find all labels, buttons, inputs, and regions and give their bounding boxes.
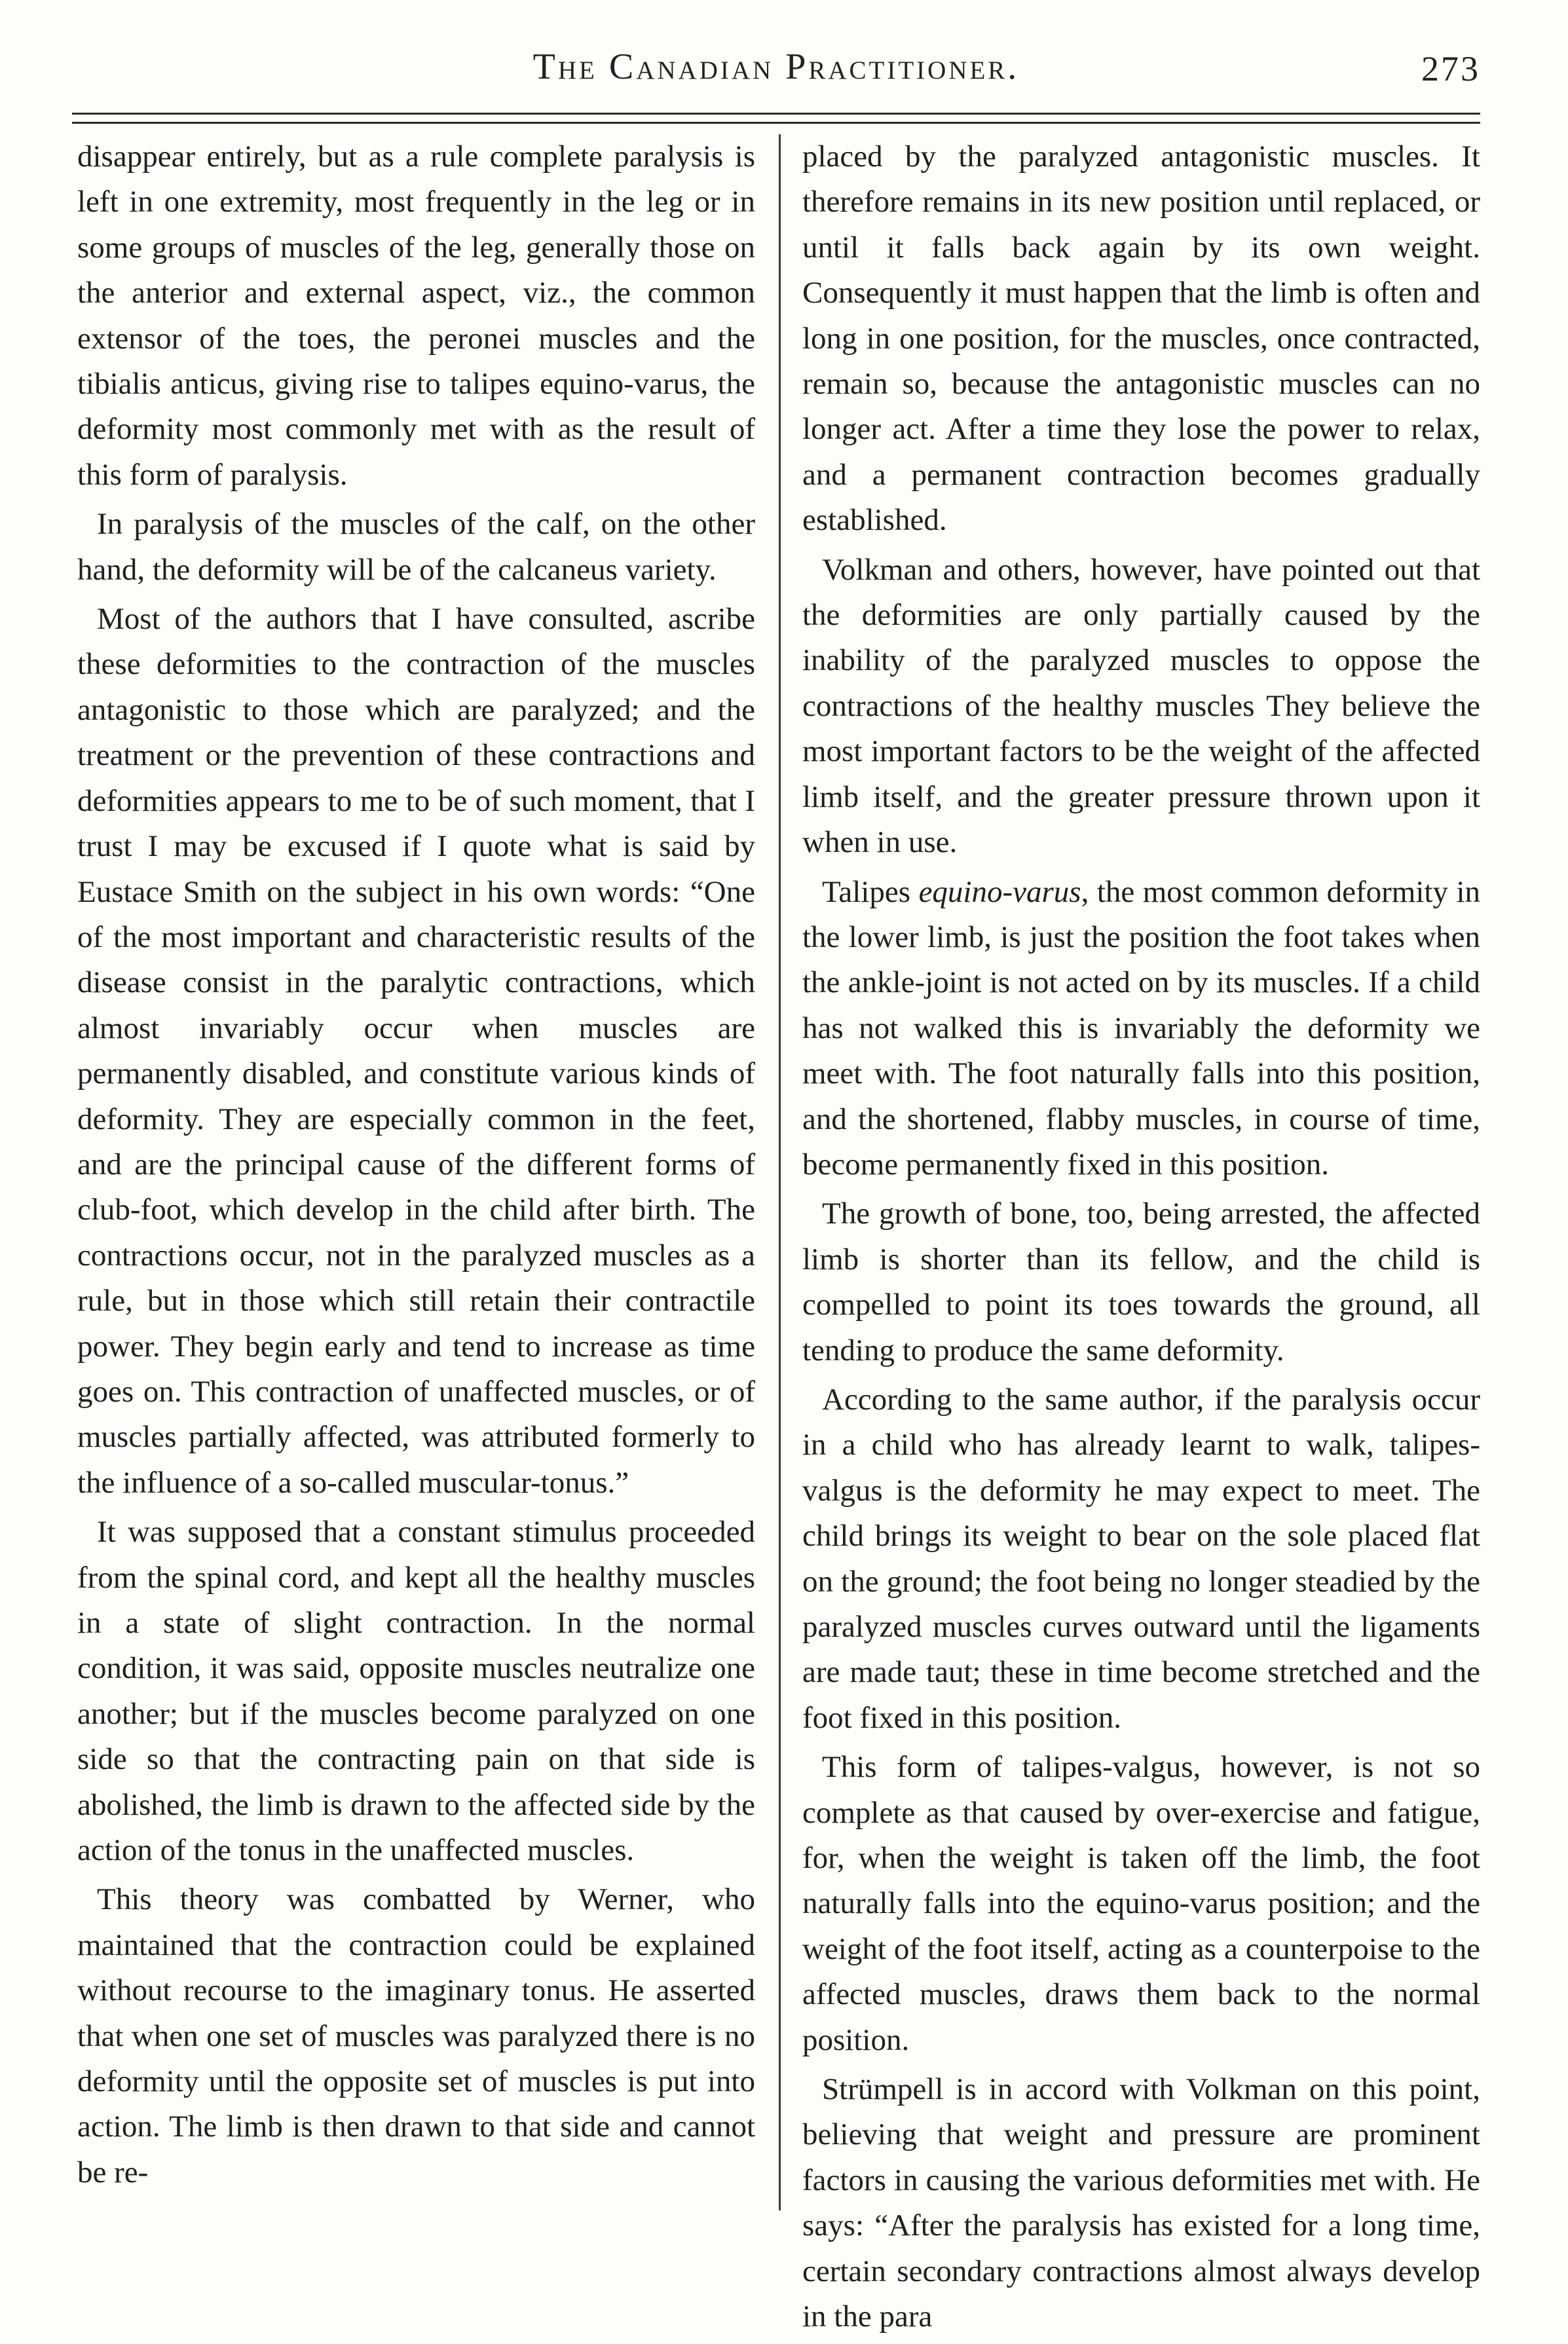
- right-column: [802, 134, 1480, 2344]
- paragraph: placed by the paralyzed antagonistic muscles. It therefore remains in its new position until replaced, or until it falls back again by its own weight. Consequently it must happen that the limb is often and long in one position, for the muscles, once contracted, remain so, because the antagonistic muscles can no longer act. After a time they lose the power to relax, and a permanent contraction becomes gradually established.: [802, 140, 1480, 538]
- paragraph: In paralysis of the muscles of the calf, on the other hand, the deformity will be of the calcaneus variety.: [77, 507, 755, 587]
- page-header: [72, 39, 1480, 111]
- left-column: [77, 134, 755, 2199]
- text-run: , the most common deformity in the lower limb, is just the position the foot takes when the ankle-joint is not acted on by its muscles. If a child has not walked this is invariably the deformity we meet with. The foot naturally falls into this position, and the shortened, flabby muscles, in course of time, become permanently fixed in this position.: [802, 874, 1481, 1181]
- paragraph: Volkman and others, however, have pointed out that the deformities are only partially caused by the inability of the paralyzed muscles to oppose the contractions of the healthy muscles They believe the most important factors to be the weight of the affected limb itself, and the greater pressure thrown upon it when in use.: [802, 552, 1480, 860]
- paragraph: Most of the authors that I have consulted, ascribe these deformities to the contraction of the muscles antagonistic to those which are paralyzed; and the treatment or the prevention of these contractions and deformities appears to me to be of such moment, that I trust I may be excused if I quote what is said by Eustace Smith on the subject in his own words: “One of the most important and characteristic results of the disease consist in the paralytic contractions, which almost invariably occur when muscles are permanently disabled, and constitute various kinds of deformity. They are especially common in the feet, and are the principal cause of the different forms of club-foot, which develop in the child after birth. The contractions occur, not in the paralyzed muscles as a rule, but in those which still retain their contractile power. They begin early and tend to increase as time goes on. This contraction of unaffected muscles, or of muscles partially affected, was attributed formerly to the influence of a so-called muscular-tonus.”: [77, 602, 755, 1500]
- header-rule-top: [72, 113, 1480, 115]
- text-run: Talipes: [822, 874, 919, 909]
- paragraph: It was supposed that a constant stimulus proceeded from the spinal cord, and kept all the healthy muscles in a state of slight contraction. In the normal condition, it was said, opposite muscles neutralize one another; but if the muscles become paralyzed on one side so that the contracting pain on that side is abolished, the limb is drawn to the affected side by the action of the tonus in the unaffected muscles.: [77, 1515, 755, 1868]
- italic-term: equino-varus: [918, 874, 1081, 909]
- column-divider: [779, 134, 781, 2210]
- paragraph: Strümpell is in accord with Volkman on this point, believing that weight and pressure are prominent factors in causing the various deformities met with. He says: “After the paralysis has existed for a long time, certain secondary contractions almost always develop in the para: [802, 2072, 1480, 2334]
- paragraph: This theory was combatted by Werner, who maintained that the contraction could be explained without recourse to the imaginary tonus. He asserted that when one set of muscles was paralyzed there is no deformity until the opposite set of muscles is put into action. The limb is then drawn to that side and cannot be re-: [77, 1882, 755, 2189]
- running-title: The Canadian Practitioner.: [532, 47, 1020, 87]
- paragraph: The growth of bone, too, being arrested, the affected limb is shorter than its fellow, and the child is compelled to point its toes towards the ground, all tending to produce the same deformity.: [802, 1197, 1480, 1367]
- page-number: 273: [1421, 49, 1480, 88]
- paragraph: This form of talipes-valgus, however, is not so complete as that caused by over-exercise and fatigue, for, when the weight is taken off the limb, the foot naturally falls into the equino-varus position; and the weight of the foot itself, acting as a counterpoise to the affected muscles, draws them back to the normal position.: [802, 1750, 1480, 2057]
- paragraph: disappear entirely, but as a rule complete paralysis is left in one extremity, most frequently in the leg or in some groups of muscles of the leg, generally those on the anterior and external aspect, viz., the common extensor of the toes, the peronei muscles and the tibialis anticus, giving rise to talipes equino-varus, the deformity most commonly met with as the result of this form of paralysis.: [77, 140, 755, 492]
- header-rule-bottom: [72, 122, 1480, 124]
- paragraph: [802, 870, 1480, 1188]
- paragraph: According to the same author, if the paralysis occur in a child who has already learnt to walk, talipes-valgus is the deformity he may expect to meet. The child brings its weight to bear on the sole placed flat on the ground; the foot being no longer steadied by the paralyzed muscles curves outward until the ligaments are made taut; these in time become stretched and the foot fixed in this position.: [802, 1382, 1480, 1735]
